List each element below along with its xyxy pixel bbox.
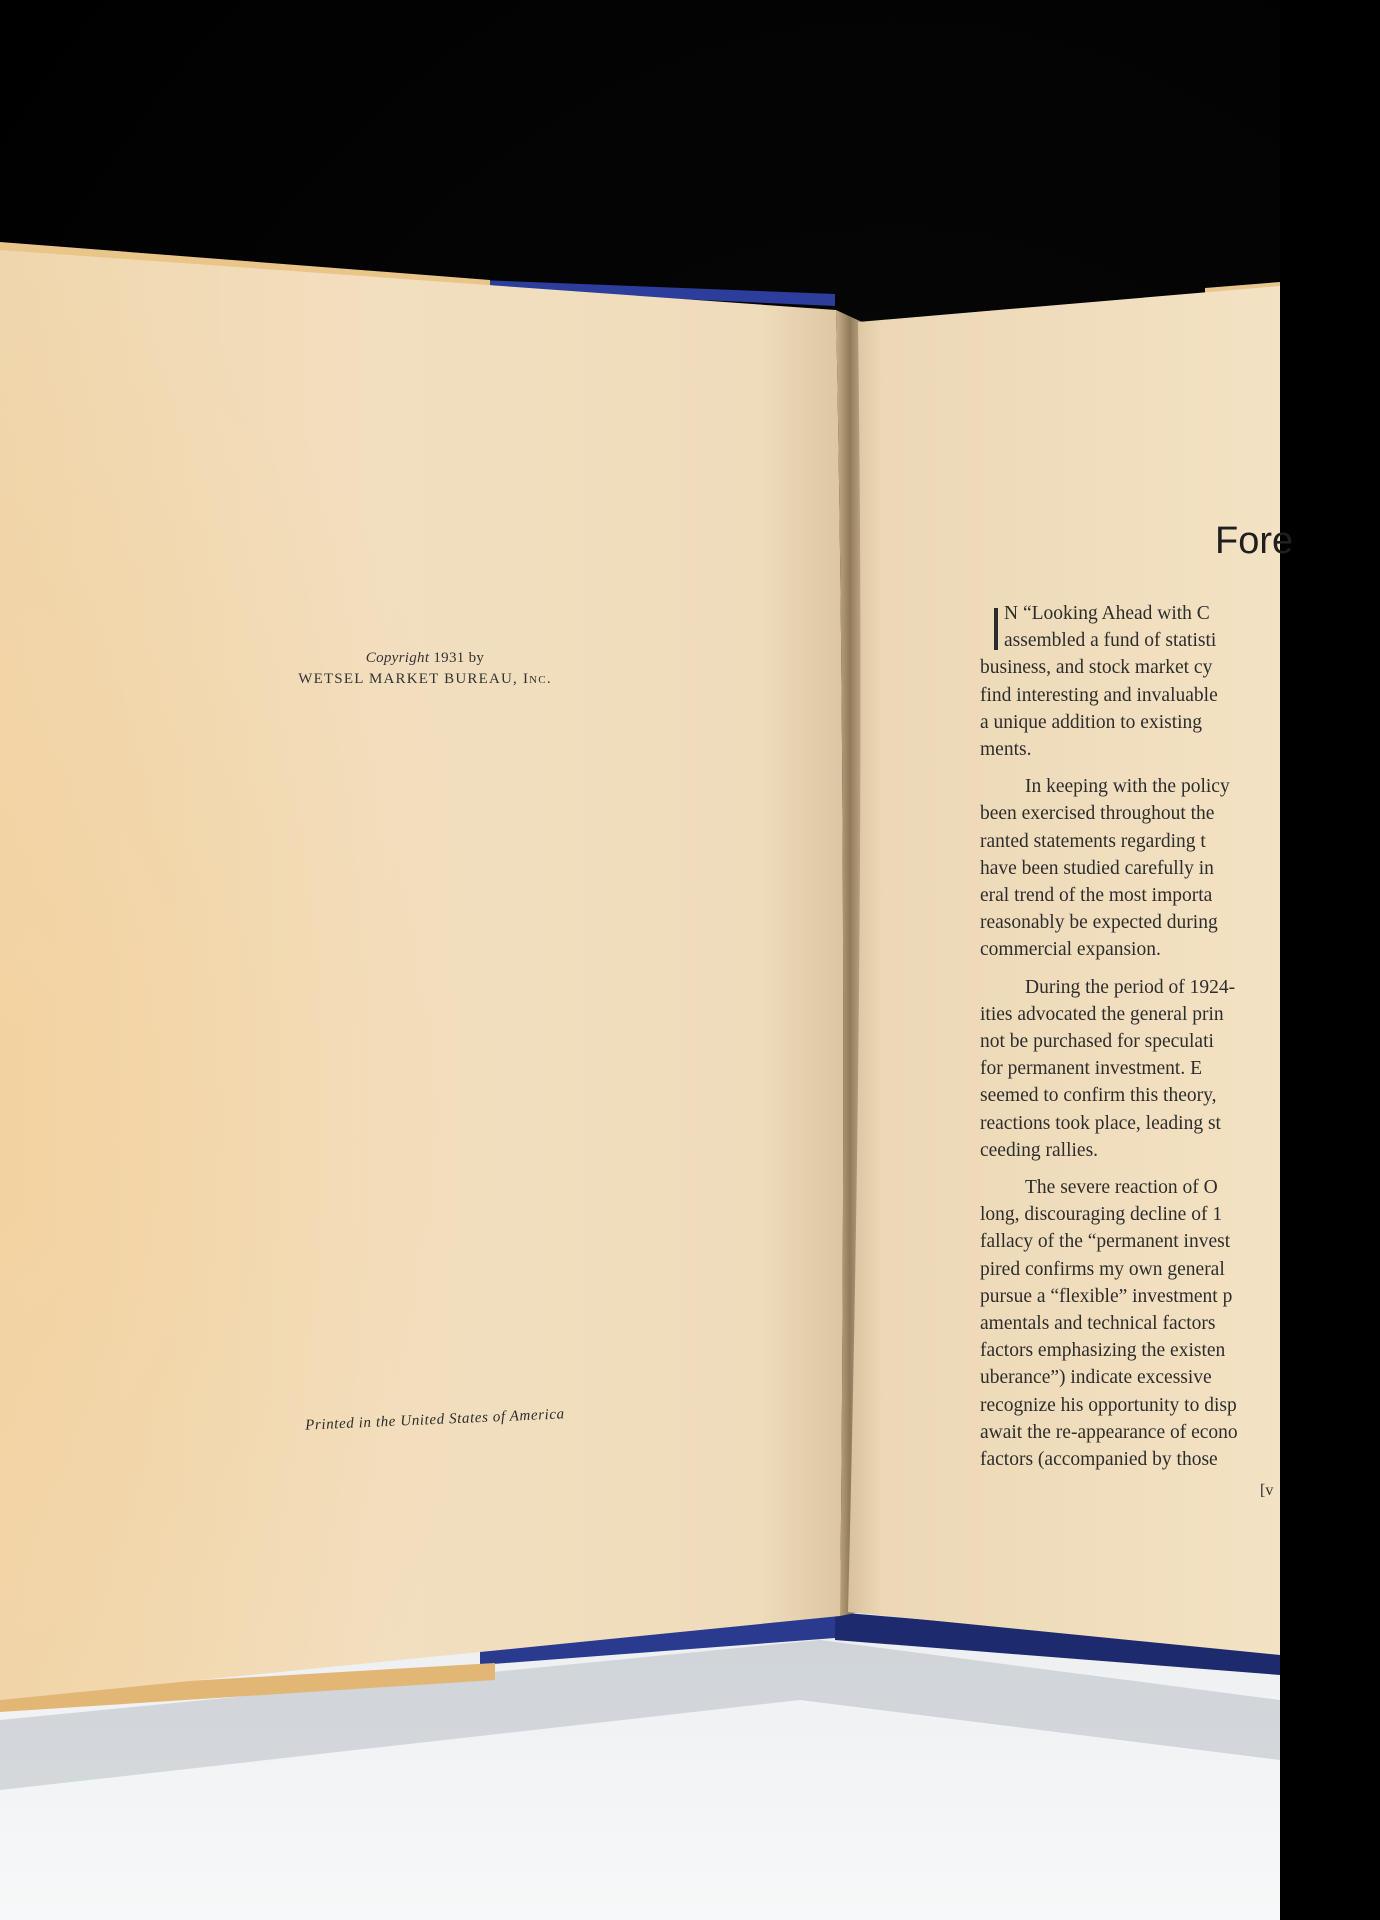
text-line: eral trend of the most importa	[980, 885, 1213, 907]
text-line: pursue a “flexible” investment p	[980, 1285, 1233, 1307]
text-line: been exercised throughout the	[980, 803, 1215, 825]
text-line: The severe reaction of O	[1025, 1177, 1218, 1199]
text-line: In keeping with the policy	[1025, 776, 1230, 798]
printed-in-line: Printed in the United States of America	[304, 1406, 566, 1434]
text-line: have been studied carefully in	[980, 857, 1214, 879]
foreword-page	[980, 520, 1294, 1499]
text-line: uberance”) indicate excessive	[980, 1367, 1212, 1389]
text-line: amentals and technical factors	[980, 1313, 1216, 1335]
text-line: reactions took place, leading st	[980, 1112, 1221, 1134]
copyright-label: Copyright	[365, 650, 430, 666]
text-line: for permanent investment. E	[980, 1058, 1203, 1080]
text-line: ments.	[980, 739, 1032, 761]
publisher-suffix: Inc.	[522, 671, 552, 687]
publisher-name: WETSEL MARKET BUREAU,	[298, 671, 518, 687]
text-line: recognize his opportunity to disp	[980, 1394, 1237, 1416]
text-line: fallacy of the “permanent invest	[980, 1231, 1231, 1253]
text-line: commercial expansion.	[980, 939, 1161, 961]
text-line: a unique addition to existing	[980, 711, 1203, 733]
text-line: not be purchased for speculati	[980, 1031, 1214, 1053]
foreword-title: Fore	[1215, 520, 1294, 562]
text-line: find interesting and invaluable	[980, 684, 1218, 706]
text-line: ceeding rallies.	[980, 1139, 1099, 1161]
text-line: ranted statements regarding t	[980, 830, 1206, 852]
text-line: factors (accompanied by those	[980, 1449, 1218, 1471]
foreword-text	[980, 600, 1380, 1473]
text-line: factors emphasizing the existen	[980, 1340, 1226, 1362]
copyright-notice	[245, 648, 605, 690]
text-line: business, and stock market cy	[980, 657, 1213, 679]
text-line: During the period of 1924-	[1025, 976, 1236, 998]
text-line: pired confirms my own general	[980, 1258, 1225, 1280]
text-line: long, discouraging decline of 1	[980, 1204, 1223, 1226]
text-line: seemed to confirm this theory,	[980, 1085, 1217, 1107]
copyright-year: 1931 by	[433, 650, 485, 666]
text-line: N “Looking Ahead with C	[1004, 603, 1210, 624]
text-line: ities advocated the general prin	[980, 1003, 1224, 1025]
text-line: assembled a fund of statisti	[1004, 630, 1217, 652]
text-line: await the re-appearance of econo	[980, 1421, 1238, 1443]
text-line: reasonably be expected during	[980, 912, 1218, 934]
page-number: [v	[1260, 1482, 1274, 1499]
